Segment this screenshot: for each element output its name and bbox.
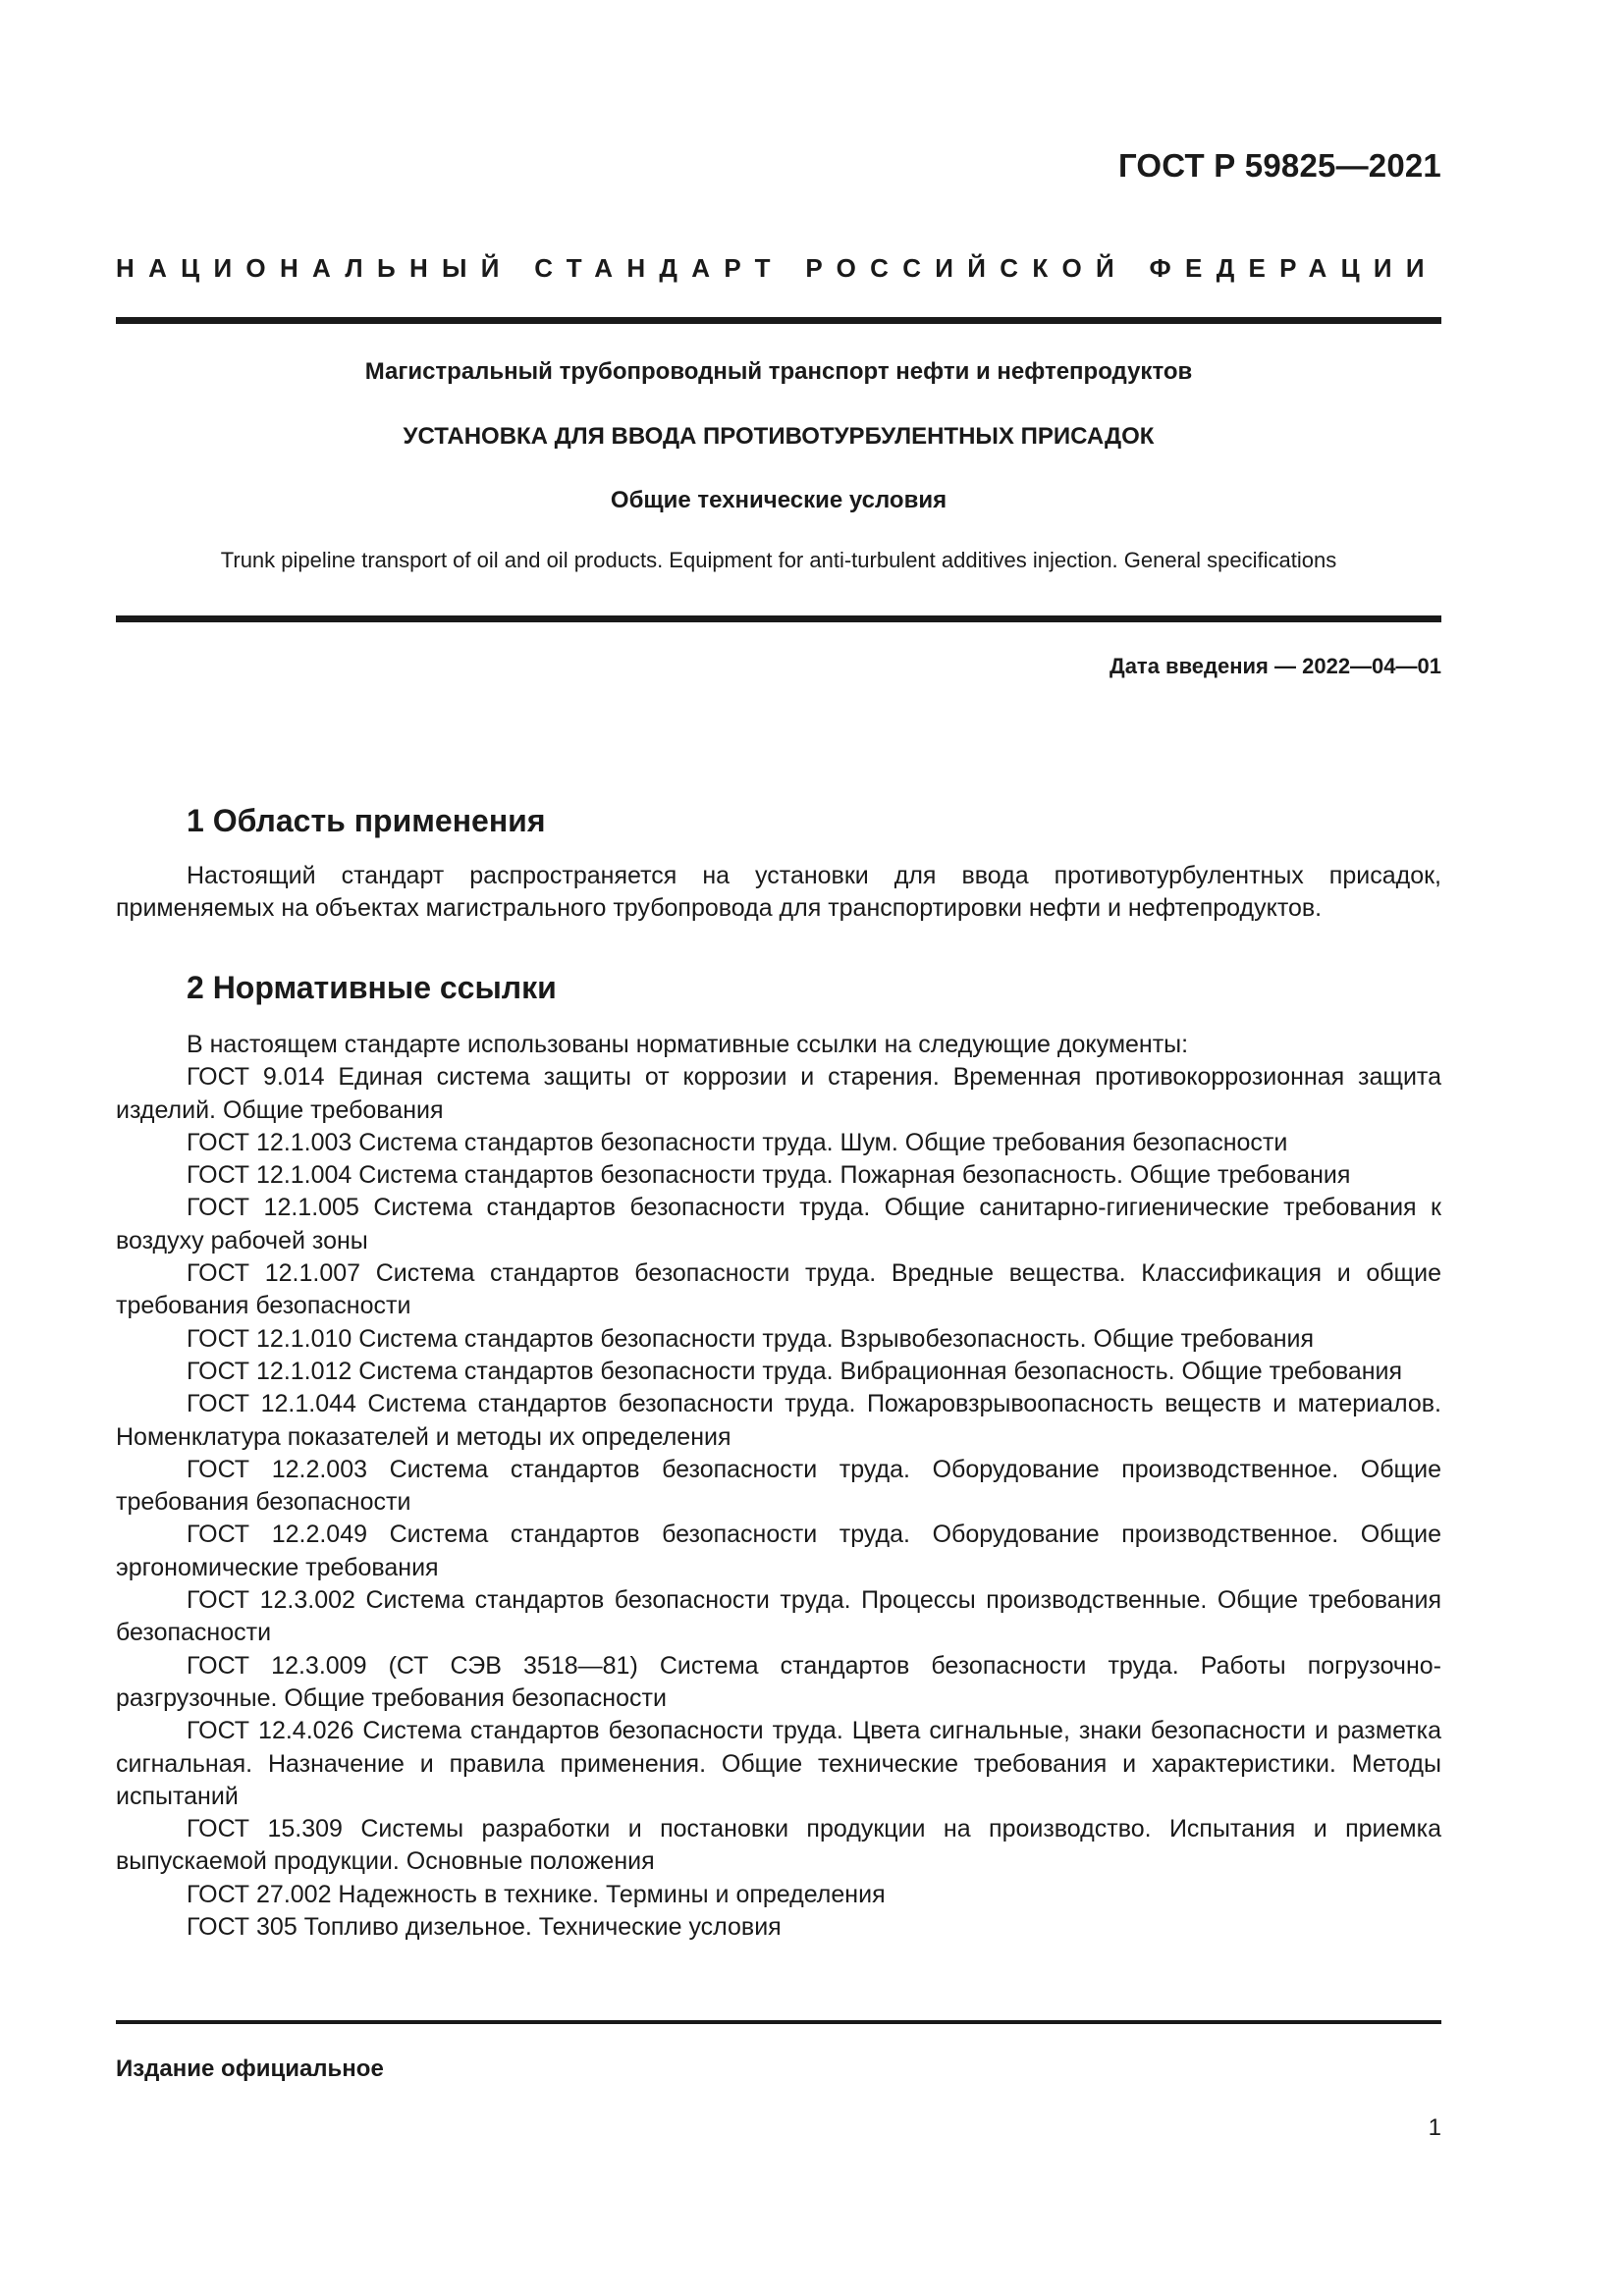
bottom-divider: [116, 2020, 1441, 2024]
reference-item: ГОСТ 12.1.010 Система стандартов безопасности труда. Взрывобезопасность. Общие требования: [187, 1324, 1315, 1353]
english-title: Trunk pipeline transport of oil and oil products. Equipment for anti-turbulent additives injection. General specifications: [220, 548, 1337, 572]
section-body-normative-references: [116, 1029, 1441, 1944]
reference-item: ГОСТ 12.1.012 Система стандартов безопасности труда. Вибрационная безопасность. Общие требования: [187, 1357, 1403, 1385]
reference-item: ГОСТ 15.309 Системы разработки и постановки продукции на производство. Испытания и приемка выпускаемой продукции. Основные положения: [116, 1815, 1441, 1876]
reference-item: ГОСТ 12.4.026 Система стандартов безопасности труда. Цвета сигнальные, знаки безопасности и разметка сигнальная. Назначение и правила применения. Общие технические требования и характеристики. Методы испытаний: [116, 1717, 1441, 1810]
top-divider: [116, 317, 1441, 324]
reference-item: ГОСТ 305 Топливо дизельное. Технические условия: [187, 1913, 782, 1942]
reference-item: ГОСТ 12.3.009 (СТ СЭВ 3518—81) Система стандартов безопасности труда. Работы погрузочно-разгрузочные. Общие требования безопасности: [116, 1651, 1441, 1712]
paragraph: В настоящем стандарте использованы нормативные ссылки на следующие документы:: [187, 1031, 1189, 1058]
document-code: ГОСТ Р 59825—2021: [1117, 147, 1441, 184]
reference-item: ГОСТ 12.1.004 Система стандартов безопасности труда. Пожарная безопасность. Общие требования: [187, 1161, 1351, 1190]
reference-item: ГОСТ 27.002 Надежность в технике. Термины и определения: [187, 1880, 886, 1908]
paragraph: Настоящий стандарт распространяется на установки для ввода противотурбулентных присадок, применяемых на объектах магистрального трубопровода для транспортировки нефти и нефтепродуктов.: [116, 862, 1441, 923]
section-heading-normative-references: 2 Нормативные ссылки: [187, 970, 557, 1005]
middle-divider: [116, 615, 1441, 622]
reference-item: ГОСТ 12.1.003 Система стандартов безопасности труда. Шум. Общие требования безопасности: [187, 1128, 1288, 1156]
national-standard-banner: НАЦИОНАЛЬНЫЙ СТАНДАРТ РОССИЙСКОЙ ФЕДЕРАЦИИ: [116, 253, 1438, 283]
reference-item: ГОСТ 12.1.044 Система стандартов безопасности труда. Пожаровзрывоопасность веществ и материалов. Номенклатура показателей и методы их определения: [116, 1390, 1441, 1451]
title-line-2: УСТАНОВКА ДЛЯ ВВОДА ПРОТИВОТУРБУЛЕНТНЫХ ПРИСАДОК: [403, 423, 1155, 450]
page-number: 1: [1428, 2114, 1441, 2141]
reference-item: ГОСТ 9.014 Единая система защиты от коррозии и старения. Временная противокоррозионная защита изделий. Общие требования: [116, 1063, 1441, 1124]
title-line-1: Магистральный трубопроводный транспорт нефти и нефтепродуктов: [364, 358, 1193, 385]
reference-item: ГОСТ 12.1.007 Система стандартов безопасности труда. Вредные вещества. Классификация и общие требования безопасности: [116, 1259, 1441, 1320]
introduction-date: Дата введения — 2022—04—01: [1110, 654, 1441, 678]
official-edition-label: Издание официальное: [116, 2056, 384, 2082]
section-body-scope: [116, 860, 1441, 926]
section-heading-scope: 1 Область применения: [187, 803, 546, 838]
reference-item: ГОСТ 12.3.002 Система стандартов безопасности труда. Процессы производственные. Общие требования безопасности: [116, 1586, 1441, 1647]
reference-item: ГОСТ 12.2.003 Система стандартов безопасности труда. Оборудование производственное. Общие требования безопасности: [116, 1455, 1441, 1517]
reference-item: ГОСТ 12.1.005 Система стандартов безопасности труда. Общие санитарно-гигиенические требования к воздуху рабочей зоны: [116, 1194, 1441, 1255]
title-line-3: Общие технические условия: [610, 487, 947, 513]
reference-item: ГОСТ 12.2.049 Система стандартов безопасности труда. Оборудование производственное. Общие эргономические требования: [116, 1521, 1441, 1581]
